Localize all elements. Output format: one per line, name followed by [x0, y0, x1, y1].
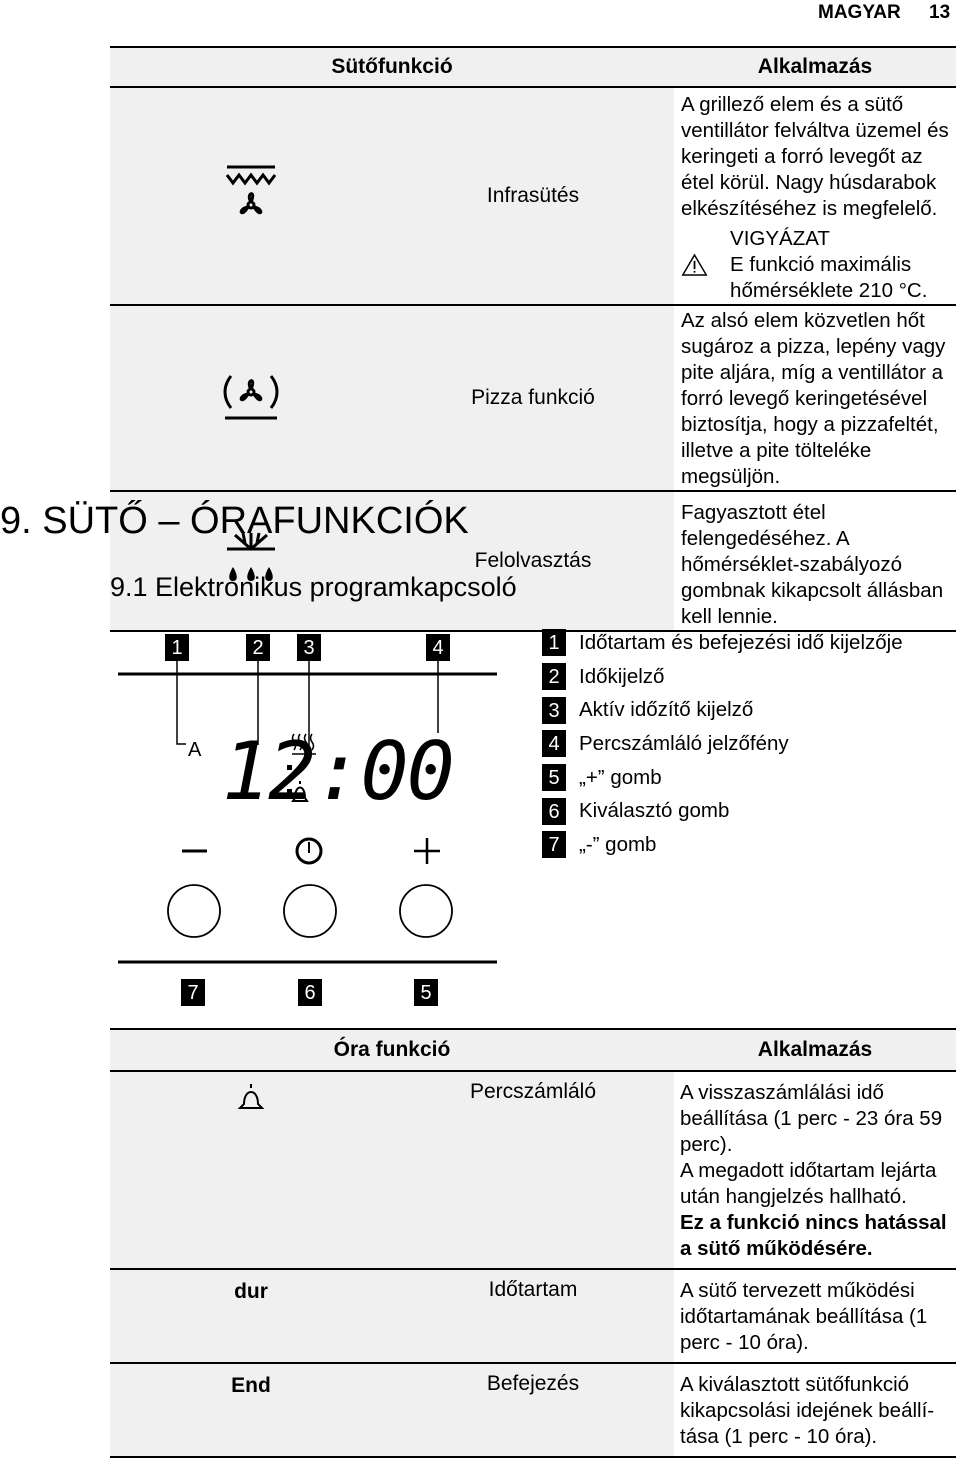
callout-3: 3: [297, 634, 321, 661]
function-note: Ez a funkció nincs hatással a sütő működésére.: [680, 1211, 947, 1260]
warning-title: VIGYÁZAT: [730, 227, 830, 250]
table-row: [110, 1269, 956, 1363]
callout-2: 2: [246, 634, 270, 661]
col-header-clock-function: Óra funkció: [110, 1029, 674, 1071]
bell-icon: [236, 1082, 266, 1112]
list-item: 3 Aktív időzítő kijelző: [542, 693, 903, 727]
function-description: A megadott időtartam lejárta után hangjelzés hallható.: [680, 1159, 937, 1208]
plus-button[interactable]: [400, 885, 452, 937]
table-row: [110, 1363, 956, 1457]
function-description: A visszaszámlálási idő beállítása (1 perc - 23 óra 59 perc).: [680, 1081, 943, 1156]
function-description: Az alsó elem közvetlen hőt sugároz a pizza, lepény vagy pite aljára, míg a ventillátor a forró levegő keringetésével biztosítja, hogy a pizzafeltét, illetve a pite tölteléke megsüljön.: [674, 305, 956, 491]
callout-6: 6: [298, 979, 322, 1006]
end-code: End: [231, 1374, 271, 1397]
col-header-application: Alkalmazás: [674, 1029, 956, 1071]
time-display: [222, 725, 453, 818]
callout-7: 7: [181, 979, 205, 1006]
function-description: A grillező elem és a sütő ventillátor felváltva üzemel és keringeti a forró levegőt az étel körül. Nagy húsdarabok elkészítéséhez is megfelelő.: [681, 93, 949, 220]
page-number: 13: [929, 2, 951, 23]
duration-code: dur: [234, 1280, 268, 1303]
display-digits: 12:00: [222, 725, 453, 818]
function-name: Befejezés: [392, 1363, 674, 1457]
section-subtitle: 9.1 Elektronikus programkapcsoló: [110, 572, 517, 602]
function-name: Pizza funkció: [392, 305, 674, 491]
list-item: 2 Időkijelző: [542, 660, 903, 694]
diagram-legend: [542, 626, 903, 862]
minus-button[interactable]: [168, 885, 220, 937]
col-header-application: Alkalmazás: [674, 47, 956, 87]
label-a: A: [188, 739, 202, 761]
function-name: Infrasütés: [392, 87, 674, 305]
callout-4: 4: [426, 634, 450, 661]
list-item: 7 „-” gomb: [542, 828, 903, 862]
function-name: Felolvasztás: [392, 491, 674, 631]
language-label: MAGYAR: [818, 2, 901, 23]
function-name: Időtartam: [392, 1269, 674, 1363]
section-title: 9. SÜTŐ – ÓRAFUNKCIÓK: [0, 500, 469, 542]
callout-5: 5: [414, 979, 438, 1006]
select-button[interactable]: [284, 885, 336, 937]
function-name: Percszámláló: [392, 1071, 674, 1269]
warning-text: E funkció maximális hőmérséklete 210 °C.: [730, 253, 928, 302]
clock-function-table: [110, 1028, 956, 1458]
list-item: 4 Percszámláló jelzőfény: [542, 727, 903, 761]
function-description: A kiválasztott sütőfunkció kikapcsolási idejének beállítása (1 perc - 10 óra).: [674, 1363, 956, 1457]
list-item: 1 Időtartam és befejezési idő kijelzője: [542, 626, 903, 660]
table-row: [110, 1071, 956, 1269]
list-item: 5 „+” gomb: [542, 761, 903, 795]
callout-1: 1: [165, 634, 189, 661]
col-header-function: Sütőfunkció: [110, 47, 674, 87]
function-description: A sütő tervezett működési időtartamának beállítása (1 perc - 10 óra).: [674, 1269, 956, 1363]
function-description: Fagyasztott étel felengedéséhez. A hőmérséklet-szabályozó gombnak kikapcsolt állásban kell lennie.: [674, 491, 956, 631]
list-item: 6 Kiválasztó gomb: [542, 794, 903, 828]
